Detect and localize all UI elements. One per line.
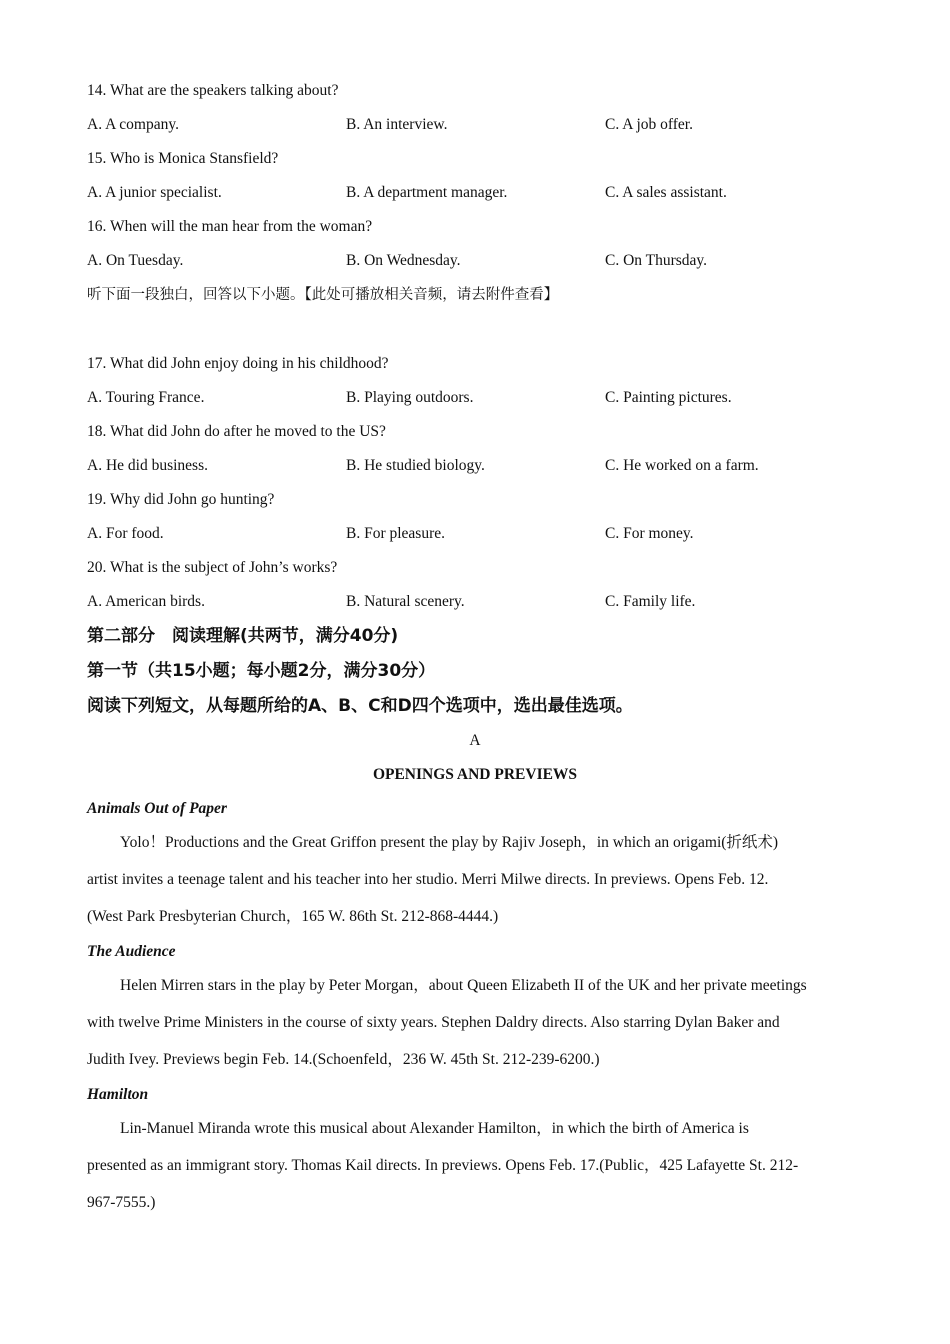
item-3-line-1: Lin-Manuel Miranda wrote this musical about Alexander Hamilton，in which the birth of America is (120, 1120, 749, 1137)
question-14: 14. What are the speakers talking about? (87, 82, 339, 99)
question-19: 19. Why did John go hunting? (87, 491, 275, 508)
question-18: 18. What did John do after he moved to the US? (87, 423, 386, 440)
item-1-line-1: Yolo！Productions and the Great Griffon present the play by Rajiv Joseph，in which an origami(折纸术) (120, 834, 779, 851)
item-3-line-3: 967-7555.) (87, 1194, 156, 1211)
part-heading: 第二部分 阅读理解(共两节，满分40分) (87, 626, 399, 646)
q15-option-a: A. A junior specialist. (87, 184, 222, 201)
item-1-line-3: (West Park Presbyterian Church，165 W. 86th St. 212-868-4444.) (87, 908, 499, 925)
q14-option-b: B. An interview. (346, 116, 448, 133)
item-title-hamilton: Hamilton (87, 1086, 149, 1103)
item-2-line-1: Helen Mirren stars in the play by Peter Morgan，about Queen Elizabeth II of the UK and her private meetings (120, 977, 807, 994)
q18-option-c: C. He worked on a farm. (605, 457, 759, 474)
passage-title: OPENINGS AND PREVIEWS (372, 766, 578, 783)
passage-letter: A (469, 732, 481, 749)
q18-option-b: B. He studied biology. (346, 457, 485, 474)
q15-option-c: C. A sales assistant. (605, 184, 727, 201)
item-title-animals-out-of-paper: Animals Out of Paper (87, 800, 227, 817)
item-2-line-2: with twelve Prime Ministers in the course of sixty years. Stephen Daldry directs. Also starring Dylan Baker and (87, 1014, 780, 1031)
item-2-line-3: Judith Ivey. Previews begin Feb. 14.(Schoenfeld，236 W. 45th St. 212-239-6200.) (87, 1051, 600, 1068)
q20-option-a: A. American birds. (87, 593, 205, 610)
item-3-line-2: presented as an immigrant story. Thomas Kail directs. In previews. Opens Feb. 17.(Public，425 Lafayette St. 212- (87, 1157, 799, 1174)
question-16: 16. When will the man hear from the woman? (87, 218, 373, 235)
q18-option-a: A. He did business. (87, 457, 208, 474)
q19-option-b: B. For pleasure. (346, 525, 446, 542)
question-20: 20. What is the subject of John’s works? (87, 559, 338, 576)
q19-option-c: C. For money. (605, 525, 694, 542)
q14-option-a: A. A company. (87, 116, 179, 133)
section-heading: 第一节（共15小题；每小题2分，满分30分） (87, 661, 436, 681)
monologue-instruction: 听下面一段独白，回答以下小题。【此处可播放相关音频，请去附件查看】 (87, 287, 559, 303)
question-15: 15. Who is Monica Stansfield? (87, 150, 279, 167)
item-title-the-audience: The Audience (87, 943, 176, 960)
item-1-line-2: artist invites a teenage talent and his teacher into her studio. Merri Milwe directs. In previews. Opens Feb. 12. (87, 871, 769, 888)
q19-option-a: A. For food. (87, 525, 164, 542)
question-17: 17. What did John enjoy doing in his childhood? (87, 355, 389, 372)
reading-instruction: 阅读下列短文，从每题所给的A、B、C和D四个选项中，选出最佳选项。 (87, 696, 633, 716)
q16-option-b: B. On Wednesday. (346, 252, 461, 269)
q17-option-a: A. Touring France. (87, 389, 205, 406)
q17-option-b: B. Playing outdoors. (346, 389, 474, 406)
q17-option-c: C. Painting pictures. (605, 389, 732, 406)
q20-option-c: C. Family life. (605, 593, 696, 610)
q15-option-b: B. A department manager. (346, 184, 508, 201)
q16-option-a: A. On Tuesday. (87, 252, 184, 269)
q20-option-b: B. Natural scenery. (346, 593, 465, 610)
q16-option-c: C. On Thursday. (605, 252, 708, 269)
q14-option-c: C. A job offer. (605, 116, 693, 133)
